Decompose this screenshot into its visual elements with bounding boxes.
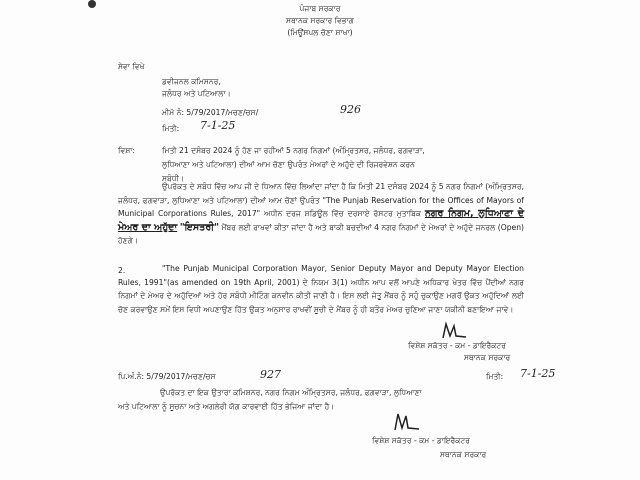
endorsement-date-label: ਮਿਤੀ: (486, 372, 504, 381)
endorsement-number: ਪਿ.ਅੰ.ਨੰ: 5/79/2017/ਮਚਣ/ਚਸ (118, 372, 216, 381)
memo-date-label: ਮਿਤੀ: (162, 124, 180, 133)
paragraph-1-highlight-women: "ਇਸਤਰੀ" (179, 221, 220, 233)
subject-line-1: ਮਿਤੀ 21 ਦਸੰਬਰ 2024 ਨੂੰ ਹੋਣ ਜਾ ਰਹੀਆਂ 5 ਨਗਰ ਨਿਗਮਾਂ (ਅੰਮ੍ਰਿਤਸਰ, ਜਲੰਧਰ, ਫਗਵਾੜਾ, (162, 146, 425, 155)
paragraph-2: "The Punjab Municipal Corporation Mayor, Senior Deputy Mayor and Deputy Mayor Election Rules, 1991"(as amended on 19th April, 2001) ਦੇ ਨਿਯਮ 3(1) ਅਧੀਨ ਆਪ ਵਲੋਂ ਆਪਣੇ ਅਧਿਕਾਰ ਖੇਤਰ ਵਿੱਚ ਪੈਂਦੀਆਂ ਨਗਰ ਨਿਗਮਾਂ ਦੇ ਮੇਅਰ ਦੇ ਅਹੁੱਦਿਆਂ ਅਤੇ ਹੋਰ ਸਬੰਧੀ ਮੀਟਿੰਗ ਕਨਵੀਨ ਕੀਤੀ ਜਾਣੀ ਹੈ। ਇਸ ਲਈ ਜੇਤੂ ਮੈਂਬਰ ਨੂੰ ਸਹੁੰ ਚੁਕਾਉਣ ਮਗਰੋਂ ਉਕਤ ਅਹੁੱਦਿਆਂ ਲਈ ਚੋਣ ਕਰਵਾਉਣ ਸਮੇਂ ਇਸ ਵਿਧੀ ਅਪਣਾਉਣ ਹਿੱਤ ਉਕਤ ਅਨੁਸਾਰ ਰਾਖਵੀਂ ਸੂਚੀ ਦੇ ਮੈਂਬਰ ਨੂੰ ਹੀ ਬਤੌਰ ਮੇਅਰ ਚੁਣਿਆ ਜਾਣਾ ਯਕੀਨੀ ਬਣਾਇਆ ਜਾਵੇ। (118, 264, 524, 314)
signature-2-scribble (392, 410, 422, 434)
memo-number-handwritten: 926 (340, 103, 361, 116)
subject-line-2: ਲੁਧਿਆਣਾ ਅਤੇ ਪਟਿਆਲਾ) ਦੀਆਂ ਆਮ ਚੋਣਾ ਉਪਰੰਤ ਮੇਅਰਾਂ ਦੇ ਅਹੁੱਦੇ ਦੀ ਰਿਜਰਵੇਸ਼ਨ ਕਰਨ (162, 160, 415, 169)
endorsement-line-2: ਅਤੇ ਪਟਿਆਲਾ ਨੂੰ ਸੂਚਨਾ ਅਤੇ ਅਗਲੇਰੀ ਯੋਗ ਕਾਰਵਾਈ ਹਿੱਤ ਭੇਜਿਆ ਜਾਂਦਾ ਹੈ। (118, 402, 335, 411)
paragraph-1-highlight-corporation: ਨਗਰ ਨਿਗਮ, ਲੁਧਿਆਣਾ ਦੇ ਮੇਅਰ ਦਾ ਅਹੁੱਦਾ (118, 208, 524, 233)
header-department: ਸਥਾਨਕ ਸਰਕਾਰ ਵਿਭਾਗ (286, 16, 354, 25)
signature-1-designation: ਵਿਸ਼ੇਸ਼ ਸਕੱਤਰ - ਕਮ - ਡਾਇਰੈਕਟਰ (408, 341, 507, 350)
memo-number: ਮੀਮੋ ਨੰ: 5/79/2017/ਮਚਣ/ਚਸ/ (162, 108, 259, 117)
addressee-name: ਡਵੀਜਨਲ ਕਮਿਸਨਰ, (162, 77, 221, 86)
memo-date-handwritten: 7-1-25 (200, 119, 236, 132)
subject-line-3: ਸਬੰਧੀ। (162, 174, 184, 183)
paragraph-1-end: ਮੈਂਬਰ ਲਈ ਰਾਖਵਾਂ ਕੀਤਾ ਜਾਂਦਾ ਹੈ ਅਤੇ ਬਾਕੀ ਬਚਦੀਆਂ 4 ਨਗਰ ਨਿਗਮਾਂ ਦੇ ਮੇਅਰਾਂ ਦੇ ਅਹੁੱਦੇ ਜਨਰਲ (Open) ਹੋਣਗੇ। (118, 222, 524, 245)
paragraph-2-number: 2. (118, 266, 126, 275)
salutation: ਸੇਵਾ ਵਿਖੇ (118, 62, 145, 71)
paragraph-1 (118, 180, 524, 248)
signature-1-scribble (440, 320, 470, 342)
addressee-place: ਜਲੰਧਰ ਅਤੇ ਪਟਿਆਲਾ। (162, 89, 231, 98)
header-branch: (ਮਿਊਂਸਪਲ ਚੋਣਾ ਸਾਖਾ) (287, 28, 353, 37)
endorsement-date-handwritten: 7-1-25 (520, 367, 556, 380)
signature-2-office: ਸਥਾਨਕ ਸਰਕਾਰ (440, 450, 487, 459)
signature-2-designation: ਵਿਸ਼ੇਸ਼ ਸਕੱਤਰ - ਕਮ - ਡਾਇਰੈਕਟਰ (372, 436, 471, 445)
endorsement-number-handwritten: 927 (260, 368, 281, 381)
subject-label: ਵਿਸ਼ਾ: (118, 146, 135, 155)
signature-1-office: ਸਥਾਨਕ ਸਰਕਾਰ (464, 353, 511, 362)
endorsement-line-1: ਉਪਰੋਕਤ ਦਾ ਇਕ ਉਤਾਰਾ ਕਮਿਸ਼ਨਰ, ਨਗਰ ਨਿਗਮ ਅੰਮ੍ਰਿਤਸਰ, ਜਲੰਧਰ, ਫਗਵਾੜਾ, ਲੁਧਿਆਣਾ (160, 388, 422, 397)
header-government: ਪੰਜਾਬ ਸਰਕਾਰ (299, 4, 341, 13)
paragraph-1-start: ਉਪਰੋਕਤ ਦੇ ਸਬੰਧ ਵਿੱਚ ਆਪ ਜੀ ਦੇ ਧਿਆਨ ਵਿੱਚ ਲਿਆਂਦਾ ਜਾਂਦਾ ਹੈ ਕਿ ਮਿਤੀ 21 ਦਸੰਬਰ 2024 ਨੂੰ 5 ਨਗਰ ਨਿਗਮਾਂ (ਅੰਮ੍ਰਿਤਸਰ, ਜਲੰਧਰ, ਫਗਵਾੜਾ, ਲੁਧਿਆਣਾ ਅਤੇ ਪਟਿਆਲਾ) ਦੀਆਂ ਆਮ ਚੋਣਾਂ ਉਪਰੰਤ "The Punjab Reservation for the Offices of Mayors of Municipal Corporations Rules, 2017" ਅਧੀਨ ਦਰਜ ਸ਼ਡਿਊਲ ਵਿੱਚ ਦਰਸਾਏ ਰੋਸਟਰ ਮੁਤਾਬਿਕ (118, 182, 524, 218)
